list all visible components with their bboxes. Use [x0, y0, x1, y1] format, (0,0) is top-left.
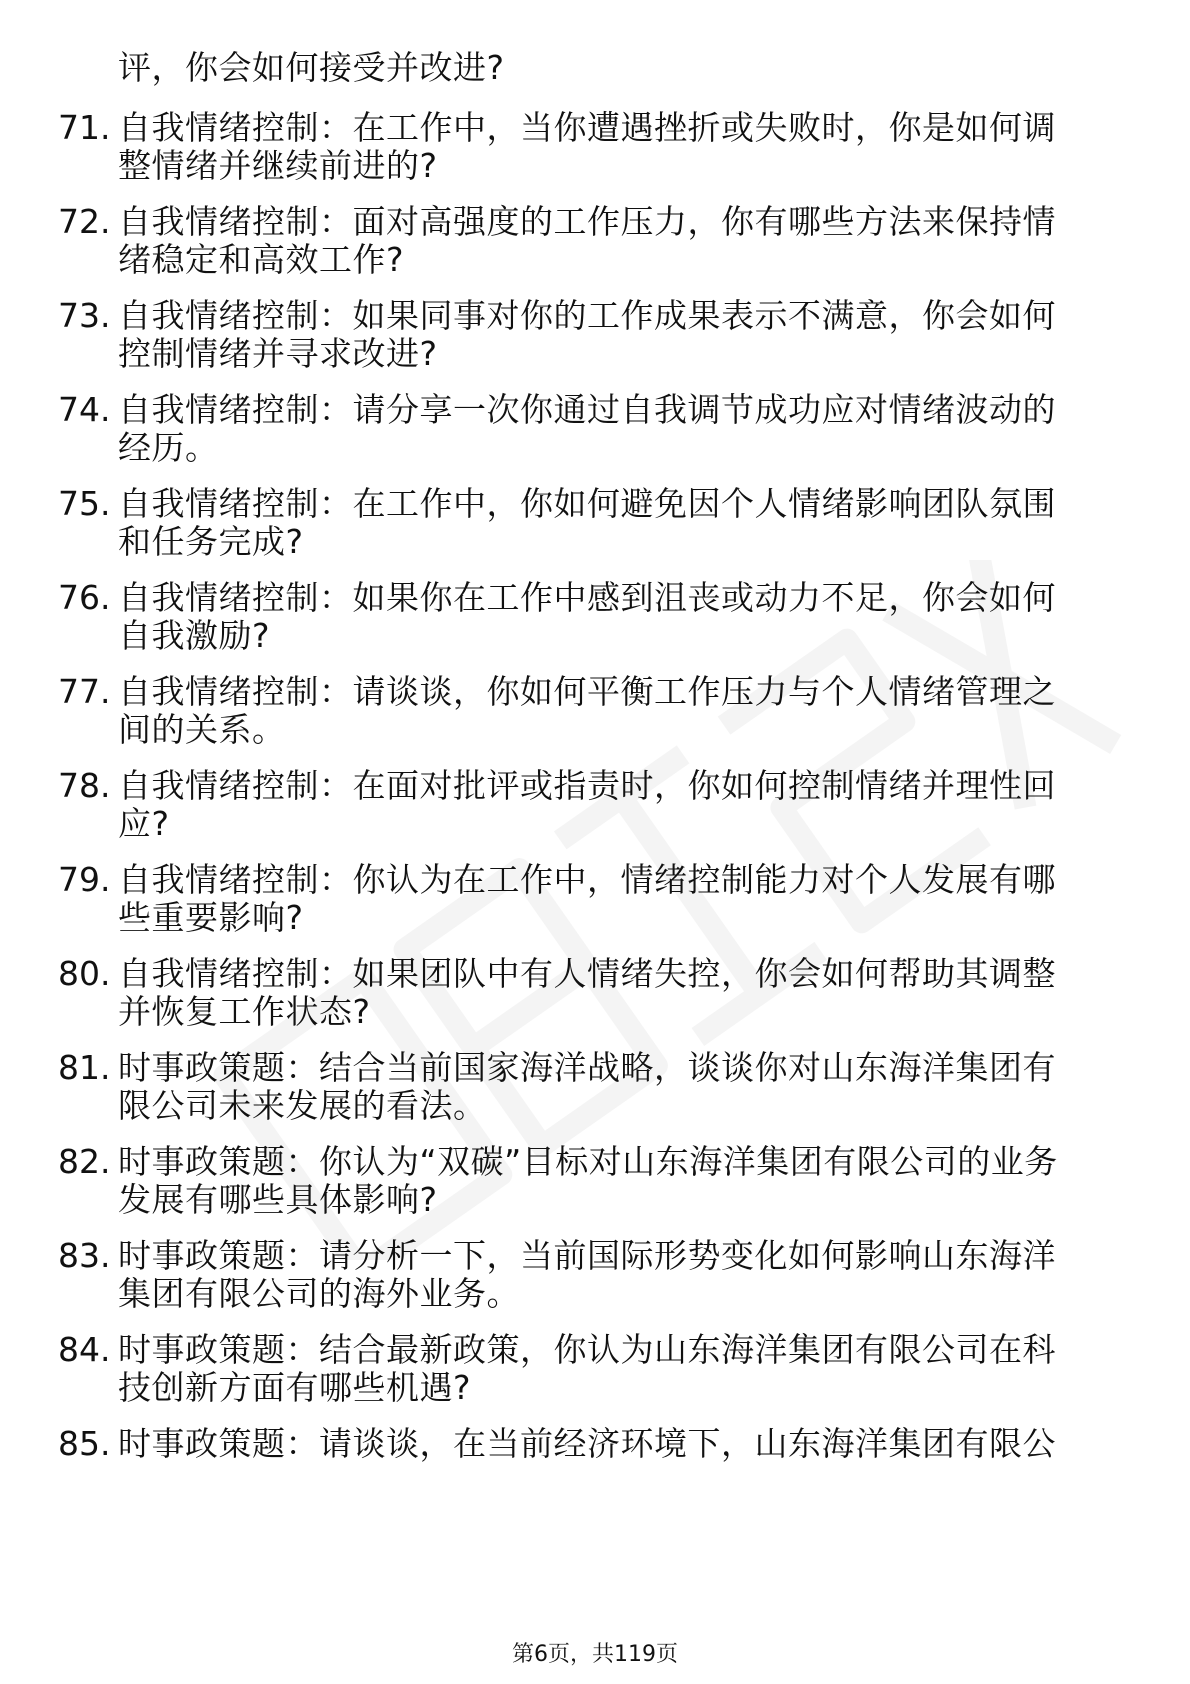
question-number: 83.	[58, 1236, 111, 1275]
question-text-line: 时事政策题：请谈谈，在当前经济环境下，山东海洋集团有限公	[118, 1424, 1056, 1463]
question-text-line: 技创新方面有哪些机遇?	[118, 1368, 472, 1407]
question-text-line: 时事政策题：请分析一下，当前国际形势变化如何影响山东海洋	[118, 1236, 1056, 1275]
question-text-line: 控制情绪并寻求改进?	[118, 334, 438, 373]
question-text-line: 自我情绪控制：你认为在工作中，情绪控制能力对个人发展有哪	[118, 860, 1056, 899]
question-text-line: 自我激励?	[118, 616, 271, 655]
question-text-line: 和任务完成?	[118, 522, 304, 561]
question-number: 76.	[58, 578, 111, 617]
question-text-line: 时事政策题：你认为“双碳”目标对山东海洋集团有限公司的业务	[118, 1142, 1058, 1181]
question-text-line: 自我情绪控制：如果同事对你的工作成果表示不满意，你会如何	[118, 296, 1056, 335]
question-text-line: 自我情绪控制：在面对批评或指责时，你如何控制情绪并理性回	[118, 766, 1056, 805]
question-number: 80.	[58, 954, 111, 993]
question-number: 84.	[58, 1330, 111, 1369]
page-footer: 第6页，共119页	[512, 1642, 678, 1667]
question-text-line: 自我情绪控制：请谈谈，你如何平衡工作压力与个人情绪管理之	[118, 672, 1056, 711]
question-number: 82.	[58, 1142, 111, 1181]
question-number: 77.	[58, 672, 111, 711]
question-number: 75.	[58, 484, 111, 523]
question-text-line: 自我情绪控制：在工作中，当你遭遇挫折或失败时，你是如何调	[118, 108, 1056, 147]
question-text-line: 些重要影响?	[118, 898, 304, 937]
question-number: 73.	[58, 296, 111, 335]
question-number: 79.	[58, 860, 111, 899]
question-text-line: 自我情绪控制：请分享一次你通过自我调节成功应对情绪波动的	[118, 390, 1056, 429]
question-text-line: 限公司未来发展的看法。	[118, 1086, 487, 1125]
question-text-line: 绪稳定和高效工作?	[118, 240, 405, 279]
question-text-line: 间的关系。	[118, 710, 286, 749]
question-text-line: 并恢复工作状态?	[118, 992, 371, 1031]
question-text-line: 自我情绪控制：在工作中，你如何避免因个人情绪影响团队氛围	[118, 484, 1056, 523]
question-number: 85.	[58, 1424, 111, 1463]
question-number: 81.	[58, 1048, 111, 1087]
question-text-line: 自我情绪控制：如果你在工作中感到沮丧或动力不足，你会如何	[118, 578, 1056, 617]
question-text-line: 应?	[118, 804, 170, 843]
continuation-text: 评，你会如何接受并改进?	[118, 48, 505, 87]
question-number: 78.	[58, 766, 111, 805]
question-text-line: 时事政策题：结合当前国家海洋战略，谈谈你对山东海洋集团有	[118, 1048, 1056, 1087]
question-number: 72.	[58, 202, 111, 241]
question-text-line: 时事政策题：结合最新政策，你认为山东海洋集团有限公司在科	[118, 1330, 1056, 1369]
question-text-line: 经历。	[118, 428, 219, 467]
question-text-line: 自我情绪控制：面对高强度的工作压力，你有哪些方法来保持情	[118, 202, 1056, 241]
question-text-line: 自我情绪控制：如果团队中有人情绪失控，你会如何帮助其调整	[118, 954, 1056, 993]
question-text-line: 集团有限公司的海外业务。	[118, 1274, 520, 1313]
question-number: 71.	[58, 108, 111, 147]
question-text-line: 发展有哪些具体影响?	[118, 1180, 438, 1219]
question-text-line: 整情绪并继续前进的?	[118, 146, 438, 185]
question-number: 74.	[58, 390, 111, 429]
